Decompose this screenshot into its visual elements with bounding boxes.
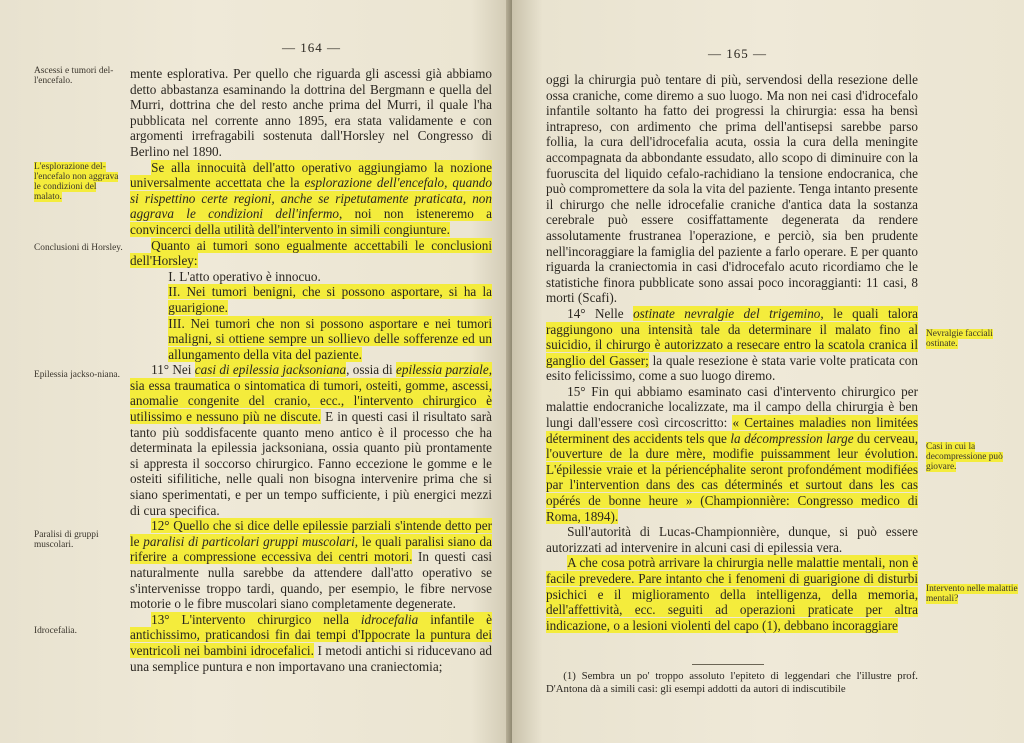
margin-note: Paralisi di gruppi muscolari. bbox=[34, 530, 99, 550]
right-page bbox=[512, 0, 1024, 743]
margin-note: Conclusioni di Horsley. bbox=[34, 243, 123, 253]
margin-note: Epilessia jackso-niana. bbox=[34, 370, 120, 380]
paragraph: Quanto ai tumori sono egualmente accettabili le conclusioni dell'Horsley: bbox=[130, 237, 492, 269]
page-number: — 165 — bbox=[708, 46, 767, 61]
paragraph: 15° Fin qui abbiamo esaminato casi d'intervento chirurgico per malattie endocraniche localizzate, ma il campo della chirurgia è ben lungi dall'essere così circoscritto: « Certaines maladies non limitées déterminent des accidents tels que la décompression large du cerveau, l'ouverture de la dure mère, modifie puissamment leur évolution. L'épilessie vraie et la périencéphalite seront profondément modifiées par l'intervention dans des cas déterminés et surtout dans les cas opérés de bonne heure » (Championnière: Congresso medico di Roma, 1894). bbox=[546, 383, 918, 524]
paragraph: 14° Nelle ostinate nevralgie del trigemino, le quali talora raggiungono una intensità tale da determinare il malato fino al suicidio, il chirurgo è autorizzato a resecare entro la scatola cranica il ganglio del Gasser; la quale resezione è stata varie volte praticata con esito felicissimo, come a suo luogo diremo. bbox=[546, 305, 918, 384]
list-item: III. Nei tumori che non si possono asportare e nei tumori maligni, si ottiene sempre un sollievo delle sofferenze ed un allungamento della vita del paziente. bbox=[168, 315, 492, 362]
footnote: (1) Sembra un po' troppo assoluto l'epiteto di leggendari che l'illustre prof. D'Antona dà a simili casi: gli esempi addotti da autori di indiscutibile bbox=[546, 670, 918, 695]
paragraph: 13° L'intervento chirurgico nella idrocefalia infantile è antichissimo, praticandosi fin dai tempi d'Ippocrate la puntura dei ventricoli nei bambini idrocefalici. I metodi antichi si riducevano ad una semplice puntura e non importavano una craniectomia; bbox=[130, 611, 492, 674]
margin-note: Casi in cui la decompressione può giovare. bbox=[926, 442, 1003, 472]
body-text bbox=[130, 66, 492, 674]
margin-note: Idrocefalia. bbox=[34, 626, 77, 636]
paragraph: oggi la chirurgia può tentare di più, servendosi della resezione delle ossa craniche, come diremo a suo luogo. Ma non nei casi d'idrocefalo infantile soltanto ha fatto dei progressi la chirurgia: essa ha bensì intrapreso, con ardimento che prima dell'antisepsi sarebbe parso follia, la cura dell'idrocefalia acuta, ossia la cura della meningite accompagnata da abbondante essudato, allo scopo di diminuire con la fuoruscita del liquido cefalo-rachidiano la tensione endocranica, che può compromettere da sola la vita del paziente. Tenga intanto presente il chirurgo che nelle idrocefalie craniche d'antica data la sostanza cerebrale può essere cosiffattamente degenerata da rendere assolutamente frustranea l'operazione, e perciò, sia ben prudente nell'incoraggiare la famiglia del paziente a farlo operare. E per quanto riguarda la craniectomia in casi d'idrocefalo acuto ricordiamo che le statistiche finora pubblicate sono assai poco incoraggianti: 11 casi, 8 morti (Scafi). bbox=[546, 72, 918, 306]
paragraph: Sull'autorità di Lucas-Championnière, dunque, si può essere autorizzati ad intervenire in alcuni casi di epilessia vera. bbox=[546, 524, 918, 555]
paragraph: 11° Nei casi di epilessia jacksoniana, ossia di epilessia parziale, sia essa traumatica o sintomatica di tumori, osteiti, gomme, ascessi, anomalie congenite del cranio, ecc., l'intervento chirurgico è utilissimo e nessuno più ne discute. E in questi casi il risultato sarà tanto più soddisfacente quanto meno antico è il processo che ha determinata la epilessia jacksoniana, ossia quanto più prontamente si appresta il soccorso chirurgico. Fanno eccezione le gomme e le osteiti sifilitiche, nelle quali non bisogna intervenire prima che si siano sperimentati, e per un tempo sufficiente, i più energici mezzi di cura specifica. bbox=[130, 362, 492, 518]
list-item: I. L'atto operativo è innocuo. bbox=[168, 268, 321, 284]
page-number: — 164 — bbox=[282, 40, 341, 55]
margin-note: Ascessi e tumori del-l'encefalo. bbox=[34, 66, 114, 86]
paragraph: mente esplorativa. Per quello che riguarda gli ascessi già abbiamo detto abbastanza esaminando la dottrina del Bergmann e quella del Murri, dottrina che del resto anche prima del Murri, il quale l'ha pubblicata nel corrente anno 1895, era stata validamente e con argomenti irrefragabili sostenuta dall'Horsley nel Congresso di Berlino nel 1890. bbox=[130, 66, 492, 159]
footnote-rule bbox=[692, 664, 764, 665]
paragraph: A che cosa potrà arrivare la chirurgia nelle malattie mentali, non è facile prevedere. Pare intanto che i fenomeni di guarigione di disturbi psichici e il miglioramento della intelligenza, della memoria, dell'affettività, ecc. seguiti ad operazioni praticate per altra indicazione, o a lesioni violenti del capo (1), debbano incoraggiare bbox=[546, 555, 918, 633]
paragraph: Se alla innocuità dell'atto operativo aggiungiamo la nozione universalmente accettata che la esplorazione dell'encefalo, quando si rispettino certe regioni, anche se ripetutamente praticata, non aggrava le condizioni dell'infermo, noi non isteneremo a convincerci della utilità dell'intervento in simili congiunture. bbox=[130, 159, 492, 237]
margin-note: L'esplorazione del-l'encefalo non aggrava le condizioni del malato. bbox=[34, 162, 119, 202]
margin-note: Nevralgie facciali ostinate. bbox=[926, 329, 993, 349]
paragraph: 12° Quello che si dice delle epilessie parziali s'intende detto per le paralisi di particolari gruppi muscolari, le quali paralisi siano da riferire a compressione eccessiva dei centri motori. In questi casi naturalmente nulla sarebbe da attendere dall'atto operativo se s'intervenisse troppo tardi, quando, per esempio, le fibre nervose motorie o le fibre muscolari siano completamente degenerate. bbox=[130, 518, 492, 612]
margin-note: Intervento nelle malattie mentali? bbox=[926, 584, 1018, 604]
list-item: II. Nei tumori benigni, che si possono asportare, si ha la guarigione. bbox=[168, 284, 492, 315]
body-text bbox=[546, 72, 918, 633]
